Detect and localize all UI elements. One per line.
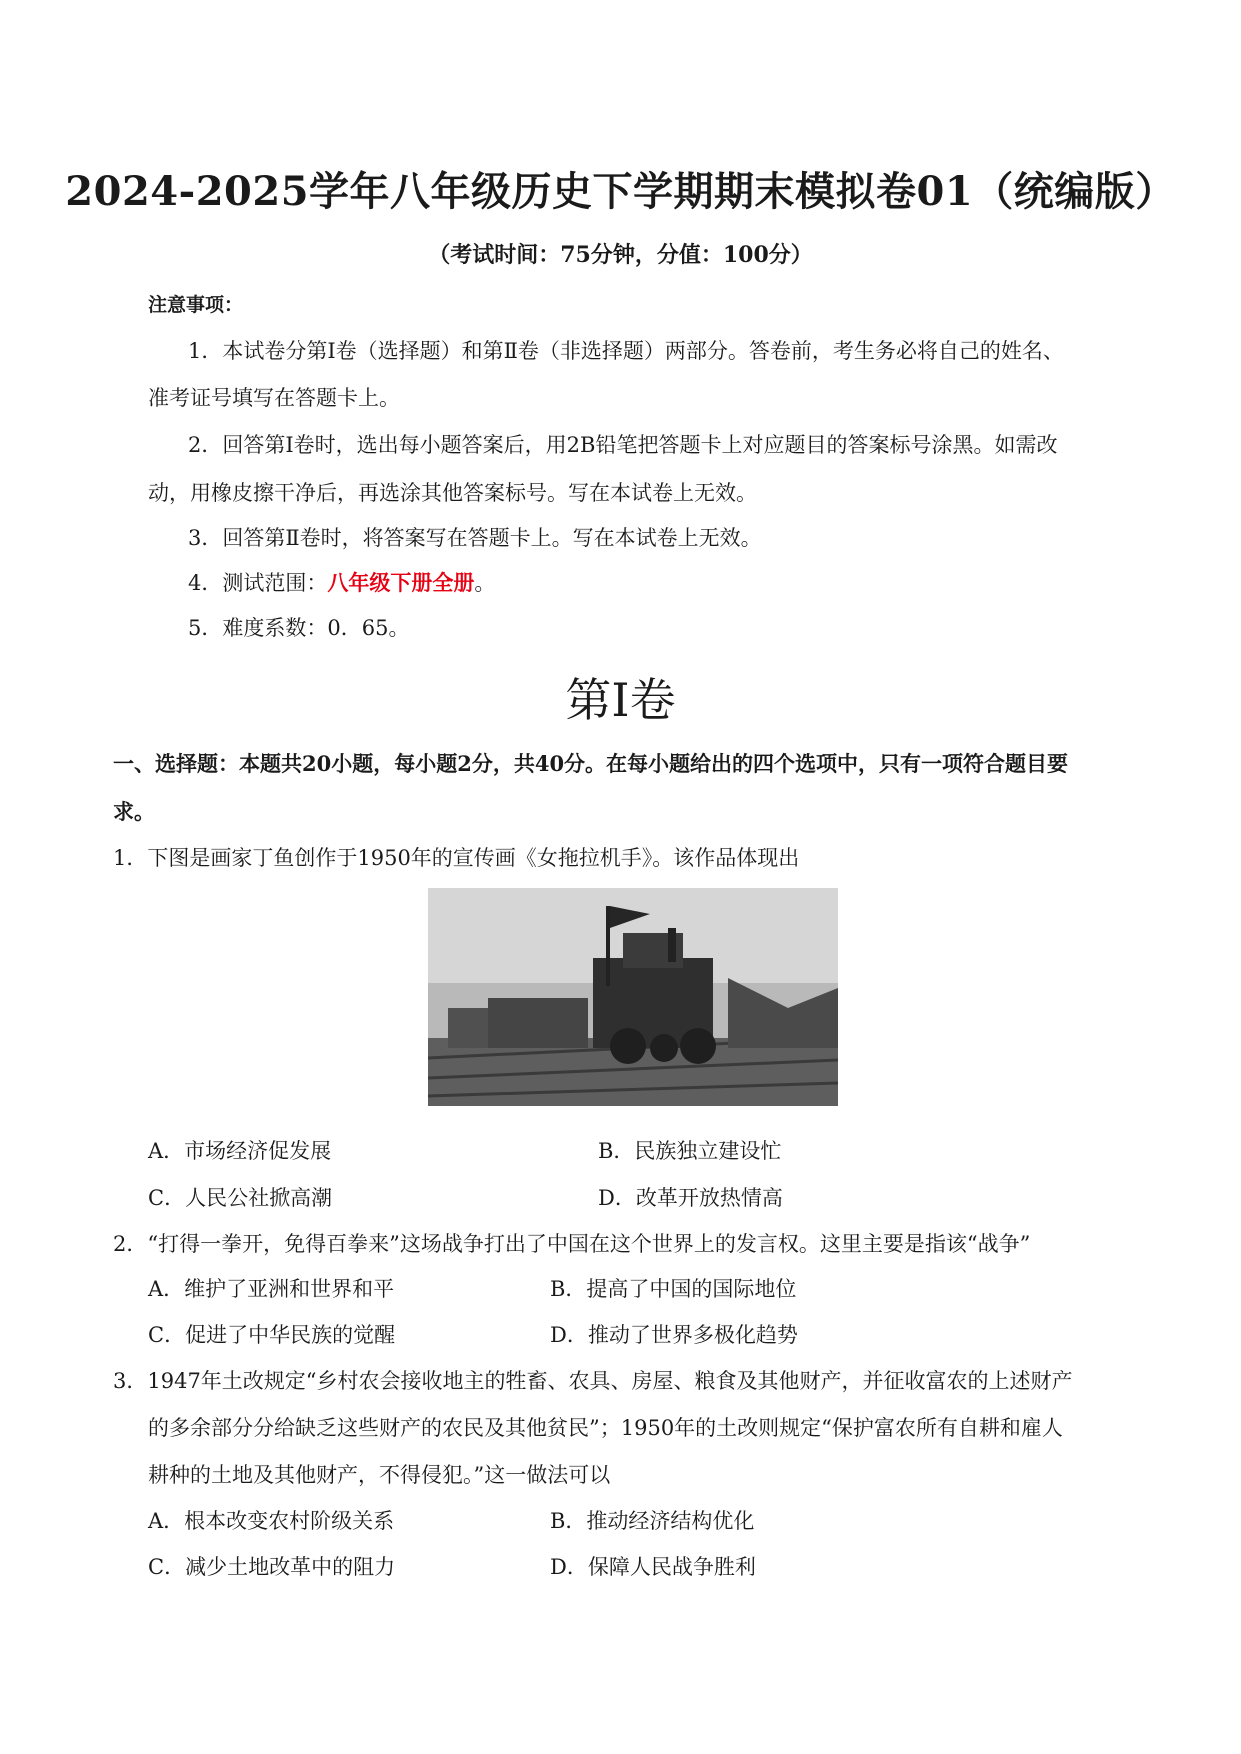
question-3-option-b[interactable]: B．推动经济结构优化	[550, 1509, 755, 1533]
tractor-painting-illustration	[428, 888, 838, 1106]
question-1-option-a[interactable]: A．市场经济促发展	[148, 1139, 332, 1163]
question-3-option-c[interactable]: C．减少土地改革中的阻力	[148, 1555, 396, 1579]
question-1-option-b[interactable]: B．民族独立建设忙	[598, 1139, 782, 1163]
notice-heading: 注意事项：	[148, 294, 244, 316]
notice-item-2-line-1: 2．回答第Ⅰ卷时，选出每小题答案后，用2B铅笔把答题卡上对应题目的答案标号涂黑。如需改	[188, 433, 1058, 457]
exam-title: 2024-2025学年八年级历史下学期期末模拟卷01（统编版）	[65, 168, 1176, 215]
notice-item-2-line-2: 动，用橡皮擦干净后，再选涂其他答案标号。写在本试卷上无效。	[148, 481, 757, 505]
notice-item-1-line-2: 准考证号填写在答题卡上。	[148, 386, 400, 410]
notice-item-4	[188, 567, 495, 597]
section-title: 第Ⅰ卷	[565, 673, 676, 727]
notice-item-1-line-1: 1．本试卷分第Ⅰ卷（选择题）和第Ⅱ卷（非选择题）两部分。答卷前，考生务必将自己的姓名、	[188, 339, 1064, 363]
notice-item-4-prefix: 4．测试范围：	[188, 571, 328, 595]
question-2-option-a[interactable]: A．维护了亚洲和世界和平	[148, 1277, 395, 1301]
notice-item-5: 5．难度系数：0．65。	[188, 616, 410, 640]
notice-item-3: 3．回答第Ⅱ卷时，将答案写在答题卡上。写在本试卷上无效。	[188, 526, 762, 550]
question-1-option-c[interactable]: C．人民公社掀高潮	[148, 1186, 333, 1210]
question-2-stem: 2．“打得一拳开，免得百拳来”这场战争打出了中国在这个世界上的发言权。这里主要是指该“战争”	[113, 1232, 1031, 1256]
question-3-option-d[interactable]: D．保障人民战争胜利	[550, 1555, 756, 1579]
question-3-stem-line-3: 耕种的土地及其他财产，不得侵犯。”这一做法可以	[148, 1463, 611, 1487]
question-3-option-a[interactable]: A．根本改变农村阶级关系	[148, 1509, 395, 1533]
question-2-option-d[interactable]: D．推动了世界多极化趋势	[550, 1323, 798, 1347]
question-1-option-d[interactable]: D．改革开放热情高	[598, 1186, 783, 1210]
question-2-option-c[interactable]: C．促进了中华民族的觉醒	[148, 1323, 396, 1347]
test-scope-highlight: 八年级下册全册	[327, 570, 475, 595]
notice-item-4-suffix: 。	[474, 571, 496, 595]
propaganda-painting-image	[428, 888, 838, 1106]
question-1-stem: 1．下图是画家丁鱼创作于1950年的宣传画《女拖拉机手》。该作品体现出	[113, 846, 800, 870]
question-3-stem-line-2: 的多余部分分给缺乏这些财产的农民及其他贫民”；1950年的土改则规定“保护富农所有自耕和雇人	[148, 1416, 1063, 1440]
section-instruction-line-2: 求。	[113, 799, 155, 824]
exam-subtitle: （考试时间：75分钟，分值：100分）	[428, 242, 813, 268]
question-2-option-b[interactable]: B．提高了中国的国际地位	[550, 1277, 797, 1301]
section-instruction-line-1: 一、选择题：本题共20小题，每小题2分，共40分。在每小题给出的四个选项中，只有一项符合题目要	[113, 751, 1069, 776]
question-3-stem-line-1: 3．1947年土改规定“乡村农会接收地主的牲畜、农具、房屋、粮食及其他财产，并征收富农的上述财产	[113, 1369, 1073, 1393]
